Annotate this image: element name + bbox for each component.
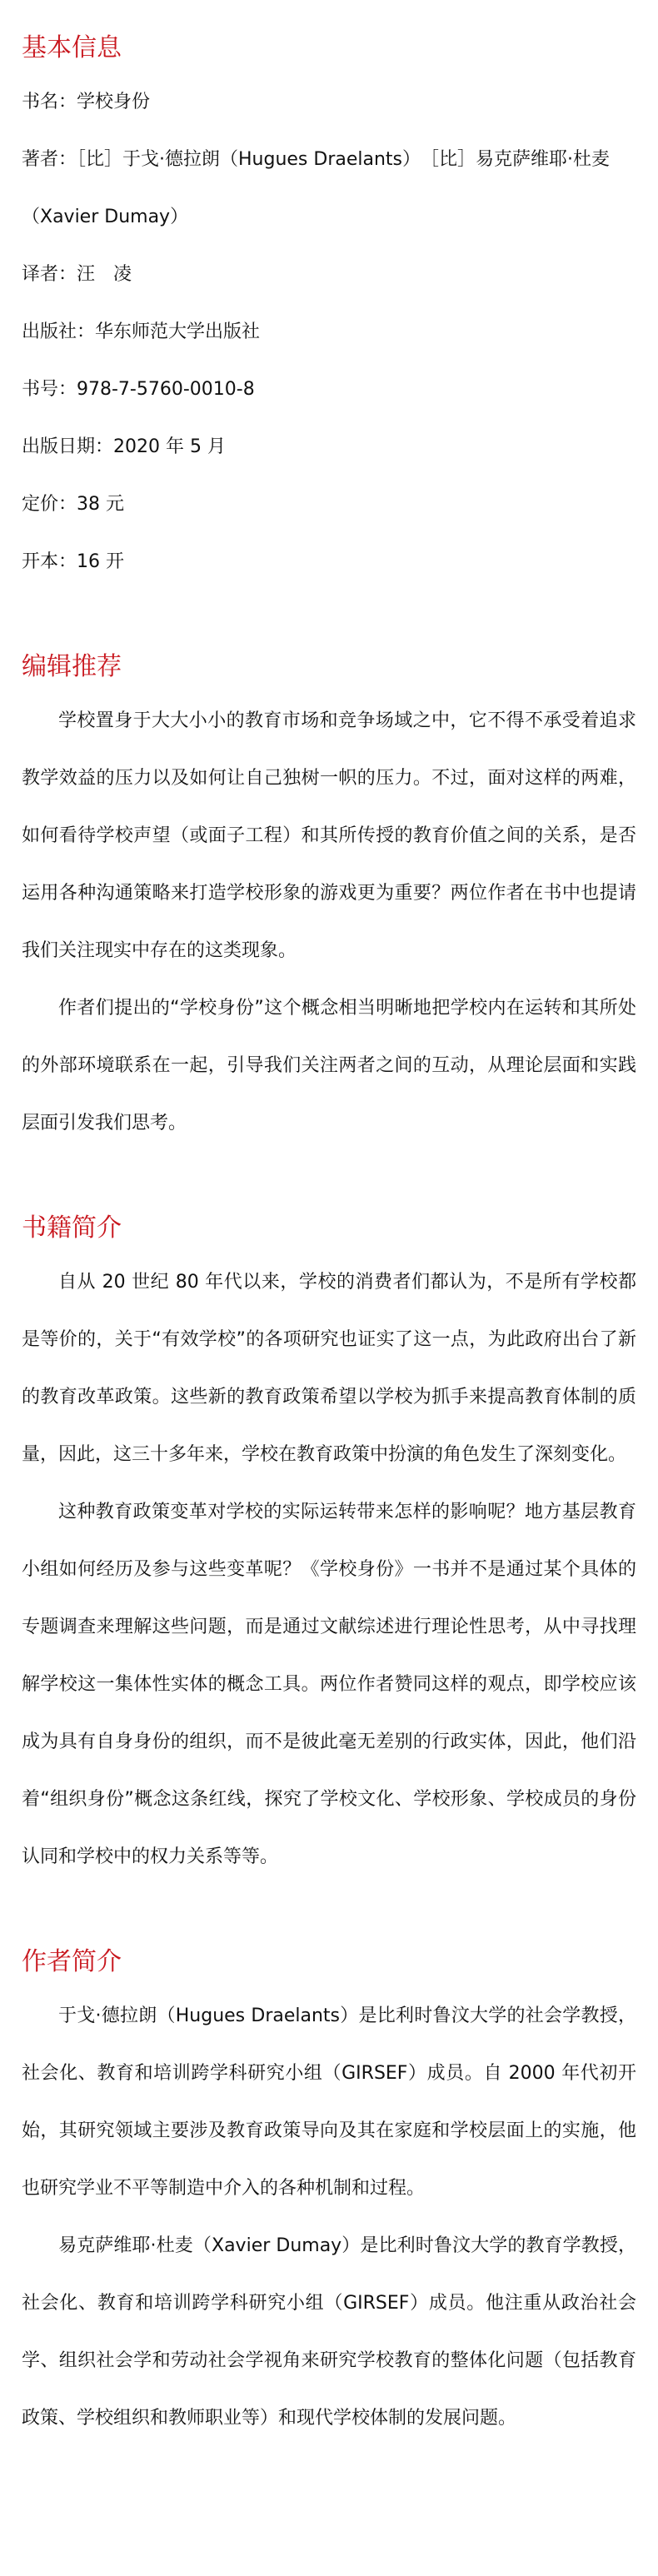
section-title-author-intro: 作者简介 [22, 1947, 122, 1976]
paragraph: 这种教育政策变革对学校的实际运转带来怎样的影响呢？地方基层教育小组如何经历及参与这些变革呢？《学校身份》一书并不是通过某个具体的专题调查来理解这些问题，而是通过文献综述进行理论性思考，从中寻找理解学校这一集体性实体的概念工具。两位作者赞同这样的观点，即学校应该成为具有自身身份的组织，而不是彼此毫无差别的行政实体，因此，他们沿着“组织身份”概念这条红线，探究了学校文化、学校形象、学校成员的身份认同和学校中的权力关系等等。 [22, 1502, 636, 1867]
info-line-publish-date: 出版日期：2020 年 5 月 [22, 436, 226, 457]
info-line-publisher: 出版社：华东师范大学出版社 [22, 321, 261, 342]
paragraph: 作者们提出的“学校身份”这个概念相当明晰地把学校内在运转和其所处的外部环境联系在一起，引导我们关注两者之间的互动，从理论层面和实践层面引发我们思考。 [22, 998, 636, 1134]
info-line-authors: 著者：［比］于戈·德拉朗（Hugues Draelants） ［比］易克萨维耶·杜麦（Xavier Dumay） [22, 149, 610, 227]
paragraph: 学校置身于大大小小的教育市场和竞争场域之中，它不得不承受着追求教学效益的压力以及如何让自己独树一帜的压力。不过，面对这样的两难，如何看待学校声望（或面子工程）和其所传授的教育价值之间的关系，是否运用各种沟通策略来打造学校形象的游戏更为重要？两位作者在书中也提请我们关注现实中存在的这类现象。 [22, 710, 636, 961]
paragraph: 自从 20 世纪 80 年代以来，学校的消费者们都认为，不是所有学校都是等价的，关于“有效学校”的各项研究也证实了这一点，为此政府出台了新的教育改革政策。这些新的教育政策希望以学校为抓手来提高教育体制的质量，因此，这三十多年来，学校在教育政策中扮演的角色发生了深刻变化。 [22, 1272, 636, 1465]
paragraph: 于戈·德拉朗（Hugues Draelants）是比利时鲁汶大学的社会学教授，社会化、教育和培训跨学科研究小组（GIRSEF）成员。自 2000 年代初开始，其研究领域主要涉及教育政策导向及其在家庭和学校层面上的实施，他也研究学业不平等制造中介入的各种机制和过程。 [22, 2005, 636, 2199]
info-line-isbn: 书号：978-7-5760-0010-8 [22, 379, 255, 400]
info-line-translator: 译者：汪 凌 [22, 264, 132, 285]
author-intro-section [22, 1937, 636, 2447]
info-line-price: 定价：38 元 [22, 494, 124, 515]
section-title-book-intro: 书籍简介 [22, 1213, 122, 1243]
editor-recommendation-section [22, 642, 636, 1152]
section-title-editor-recommendation: 编辑推荐 [22, 652, 122, 681]
book-intro-section [22, 1203, 636, 1886]
info-line-title: 书名：学校身份 [22, 92, 151, 112]
info-line-format: 开本：16 开 [22, 551, 124, 572]
basic-info-section [22, 23, 636, 590]
paragraph: 易克萨维耶·杜麦（Xavier Dumay）是比利时鲁汶大学的教育学教授，社会化、教育和培训跨学科研究小组（GIRSEF）成员。他注重从政治社会学、组织社会学和劳动社会学视角来研究学校教育的整体化问题（包括教育政策、学校组织和教师职业等）和现代学校体制的发展问题。 [22, 2235, 636, 2429]
section-title-basic-info: 基本信息 [22, 33, 122, 62]
